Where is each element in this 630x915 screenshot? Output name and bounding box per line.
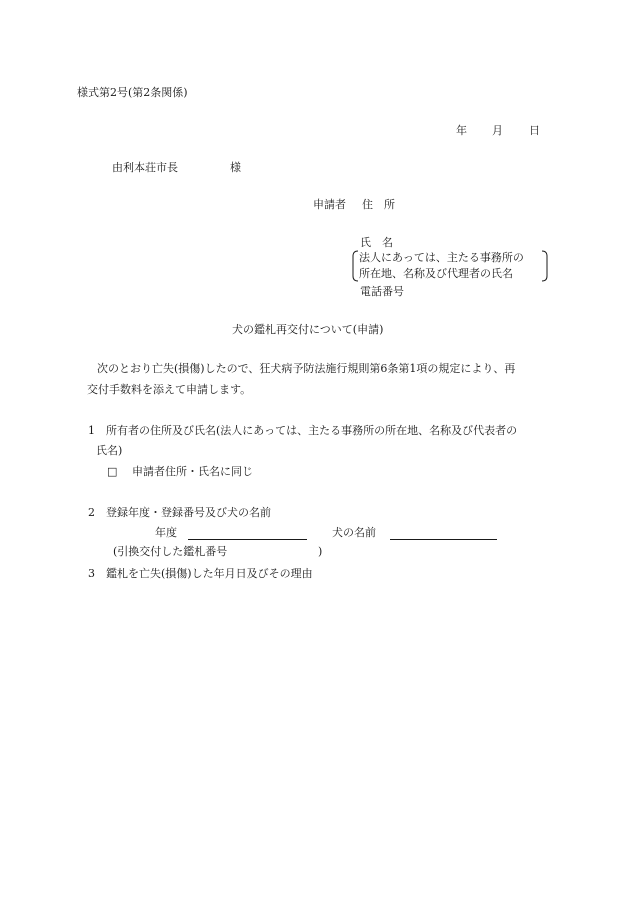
same-as-applicant-label: 申請者住所・氏名に同じ bbox=[132, 465, 253, 478]
same-as-applicant-checkbox[interactable]: □ bbox=[107, 465, 118, 478]
item1-line-1: 1 所有者の住所及び氏名(法人にあっては、主たる事務所の所在地、名称及び代表者の bbox=[88, 424, 518, 437]
dog-name-label: 犬の名前 bbox=[332, 526, 376, 539]
dog-name-field[interactable] bbox=[390, 539, 497, 540]
addressee-honorific: 様 bbox=[230, 161, 241, 174]
date-day-label: 日 bbox=[529, 124, 540, 137]
date-month-label: 月 bbox=[492, 124, 503, 137]
body-line-1: 次のとおり亡失(損傷)したので、狂犬病予防法施行規則第6条第1項の規定により、再 bbox=[97, 362, 516, 375]
item2-heading: 2 登録年度・登録番号及び犬の名前 bbox=[88, 506, 271, 519]
date-year-label: 年 bbox=[456, 124, 467, 137]
body-line-2: 交付手数料を添えて申請します。 bbox=[87, 383, 252, 396]
reissued-tag-number-close: ) bbox=[318, 545, 323, 558]
registration-year-label: 年度 bbox=[155, 526, 177, 539]
registration-year-field[interactable] bbox=[188, 539, 307, 540]
addressee-name: 由利本荘市長 bbox=[112, 161, 178, 174]
applicant-address-label: 住 所 bbox=[362, 198, 395, 211]
corporate-note-line-2: 所在地、名称及び代理者の氏名 bbox=[359, 267, 513, 280]
document-title: 犬の鑑札再交付について(申請) bbox=[232, 323, 384, 336]
applicant-name-label: 氏 名 bbox=[360, 236, 393, 249]
corporate-note-line-1: 法人にあっては、主たる事務所の bbox=[359, 251, 524, 264]
item3-heading: 3 鑑札を亡失(損傷)した年月日及びその理由 bbox=[88, 567, 313, 580]
reissued-tag-number-label: (引換交付した鑑札番号 bbox=[113, 545, 228, 558]
applicant-phone-label: 電話番号 bbox=[360, 285, 404, 298]
applicant-label: 申請者 bbox=[313, 198, 346, 211]
item1-line-2: 氏名) bbox=[96, 444, 123, 457]
form-number: 様式第2号(第2条関係) bbox=[77, 86, 188, 99]
